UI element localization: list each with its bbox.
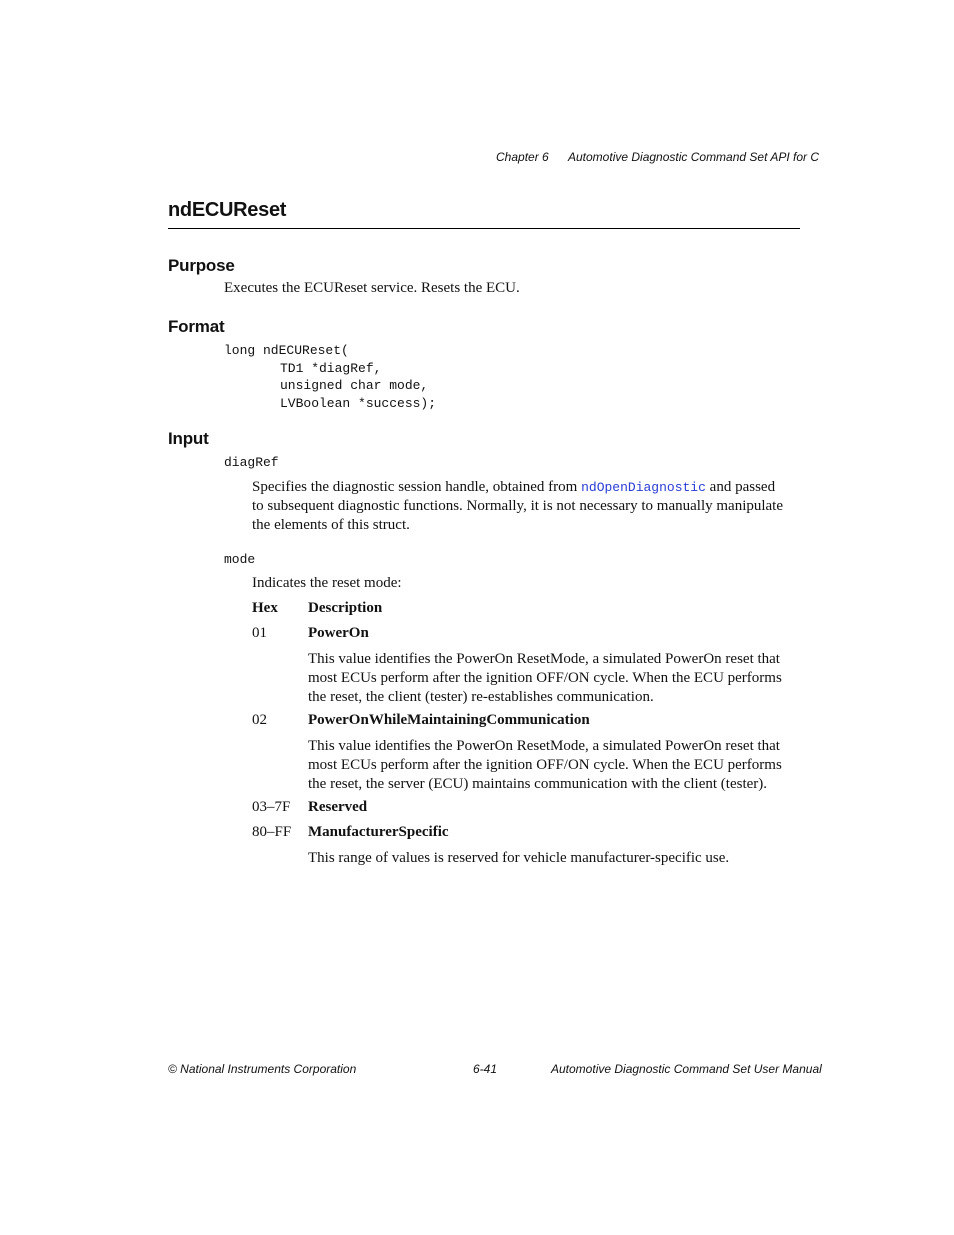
footer-page-number: 6-41 <box>473 1062 498 1076</box>
row-name: PowerOnWhileMaintainingCommunication <box>308 712 590 728</box>
diagref-text-after: and passed <box>709 479 776 495</box>
row-name: Reserved <box>308 799 368 815</box>
diagref-line: to subsequent diagnostic functions. Normally, it is not necessary to manually manipulate <box>252 498 784 514</box>
row-name: ManufacturerSpecific <box>308 824 449 840</box>
row-description <box>308 650 808 707</box>
format-heading: Format <box>168 317 225 336</box>
row-description-line: the reset, the server (ECU) maintains communication with the client (tester). <box>308 776 768 792</box>
row-description-line: This value identifies the PowerOn ResetMode, a simulated PowerOn reset that <box>308 651 780 667</box>
row-hex: 01 <box>252 625 267 641</box>
code-line: long ndECUReset( <box>224 343 349 358</box>
row-hex: 80–FF <box>252 824 292 840</box>
param-mode-name: mode <box>224 552 256 567</box>
page-title: ndECUReset <box>168 199 287 221</box>
col-hex-header: Hex <box>252 600 278 616</box>
footer-copyright: © National Instruments Corporation <box>168 1062 357 1076</box>
row-description-line: This value identifies the PowerOn ResetMode, a simulated PowerOn reset that <box>308 738 780 754</box>
row-description-line: most ECUs perform after the ignition OFF/ON cycle. When the ECU performs <box>308 757 782 773</box>
row-description-line: most ECUs perform after the ignition OFF/ON cycle. When the ECU performs <box>308 670 782 686</box>
footer-manual-title: Automotive Diagnostic Command Set User Manual <box>551 1062 822 1076</box>
code-line: TD1 *diagRef, <box>280 360 382 376</box>
header-section: Automotive Diagnostic Command Set API for C <box>568 150 819 164</box>
input-heading: Input <box>168 429 209 448</box>
diagref-description <box>252 478 812 535</box>
row-hex: 02 <box>252 712 267 728</box>
header-chapter: Chapter 6 <box>496 150 549 164</box>
param-diagref-name: diagRef <box>224 455 279 470</box>
row-description-line: the reset, the client (tester) re-establishes communication. <box>308 689 654 705</box>
code-line: unsigned char mode, <box>280 378 429 393</box>
row-description-line: This range of values is reserved for vehicle manufacturer-specific use. <box>308 850 730 866</box>
format-code-block <box>224 342 436 412</box>
row-description <box>308 737 808 794</box>
diagref-line: the elements of this struct. <box>252 517 410 533</box>
title-rule <box>168 228 800 229</box>
row-description <box>308 849 808 868</box>
code-line: LVBoolean *success); <box>280 395 437 411</box>
row-name: PowerOn <box>308 625 369 641</box>
mode-intro: Indicates the reset mode: <box>252 575 402 591</box>
purpose-text: Executes the ECUReset service. Resets the ECU. <box>224 280 520 296</box>
row-hex: 03–7F <box>252 799 291 815</box>
col-desc-header: Description <box>308 600 383 616</box>
diagref-text-before: Specifies the diagnostic session handle, obtained from <box>252 479 578 495</box>
ndopendiagnostic-link[interactable]: ndOpenDiagnostic <box>581 480 706 495</box>
purpose-heading: Purpose <box>168 256 235 275</box>
